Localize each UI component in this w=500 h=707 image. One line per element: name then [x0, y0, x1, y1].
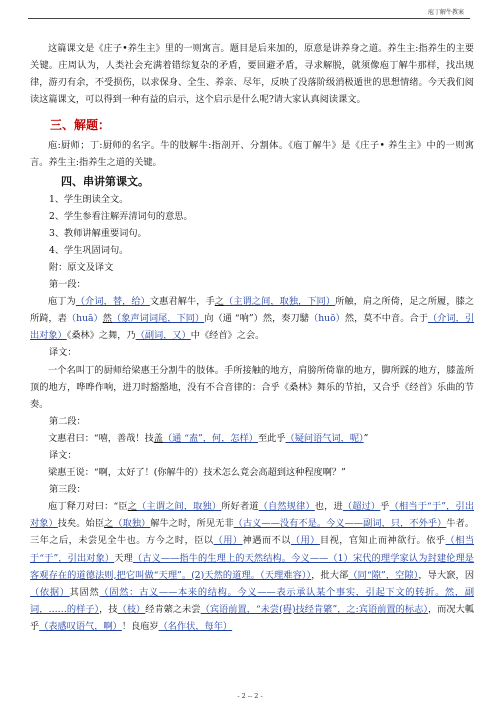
para-3-label: 第三段：: [49, 484, 86, 496]
text-run: 庖丁释刀对曰：“臣: [48, 501, 128, 513]
annotation: （固然：古义——本来的结构。今义——表示承认某个事实，引起下文的转折。然，副词，……的样子）: [30, 586, 475, 615]
text-run: ，而况大軱乎: [30, 603, 475, 632]
para-2-text: [30, 430, 474, 447]
text-run: ！良庖岁: [121, 620, 159, 632]
page-number: - 2 -- 2 -: [237, 692, 263, 700]
text-run: 所触，肩之所倚，足之所履，膝之所踦，砉: [30, 296, 475, 325]
translation-label: 译文：: [49, 449, 77, 461]
annotation: （相当于“于”，引出对象）: [30, 501, 475, 530]
text-run: 技矣。始臣: [57, 518, 105, 530]
list-item: 2、学生参看注解弄清词句的意思。: [49, 210, 193, 222]
text-run: 文惠君曰：“嘻，善哉！技: [48, 432, 154, 444]
section-3-body: 庖:厨师；丁:厨师的名字。牛的肢解牛:指剖开、分割体。《庖丁解牛》是《庄子• 养生主》中的一则寓言。养生主:指养生之道的关键。: [30, 140, 474, 169]
text-run: 所好者道: [221, 501, 259, 513]
annotation: （huō）: [309, 313, 345, 325]
document-body: [30, 40, 474, 635]
text-run: 天理: [114, 552, 133, 564]
list-item: 1、学生朗读全文。: [49, 193, 129, 205]
annotation: （同“隙”，空隙）: [348, 569, 419, 581]
text-run: 至此乎: [257, 432, 286, 444]
text-run: ，批大郤: [311, 569, 349, 581]
annotation: （主谓之间，取独）: [137, 501, 222, 513]
text-run: 文惠君解牛，手: [149, 296, 215, 308]
text-run: 中《经首》之会。: [190, 330, 265, 342]
section-4-heading: 四、串讲第课文。: [61, 174, 149, 188]
translation-label: 译文：: [49, 347, 77, 359]
annotation: （介词，引出对象）: [30, 313, 475, 342]
text-run: ，技: [99, 603, 118, 615]
text-run: 然: [102, 313, 112, 325]
para-1-text: [30, 293, 474, 344]
annotation: （副词，又）: [135, 330, 191, 342]
para-1-label: 第一段：: [49, 279, 86, 291]
header-rule: [28, 18, 470, 19]
text-run: 之: [214, 296, 225, 308]
text-run: ，导大窾，因: [418, 569, 475, 581]
annotation: （用）: [213, 535, 243, 547]
annotation: （自然规律）: [258, 501, 315, 513]
para-2-label: 第二段：: [49, 415, 86, 427]
annotation: （枝）: [117, 603, 146, 615]
annotation: （依据）: [30, 586, 70, 598]
text-run: 牛者。三年之后，未尝见全牛也。方今之时，臣以: [30, 518, 475, 547]
text-run: 《桑林》之舞，乃: [66, 330, 136, 342]
annotation: （相当于“于”，引出对象）: [30, 535, 475, 564]
appendix-label: 附：原文及译文: [49, 261, 114, 273]
text-run: 目视，官知止而神欲行。依乎: [319, 535, 446, 547]
annotation: （宾语前置，“未尝(碍)技经肯綮”，之:宾语前置的标志）: [200, 603, 428, 615]
annotation: （主谓之间，取独，下同）: [224, 296, 336, 308]
intro-paragraph: 这篇课文是《庄子•养生主》里的一则寓言。题目是后来加的，原意是讲养身之道。养生主:指养生的主要关键。庄周认为，人类社会充满着错综复杂的矛盾，要回避矛盾，寻求解脱，就须像庖丁解牛那样，找出规律，游刃有余，不受损伤，以求保身、全生、养亲、尽年，反映了没落阶级消极遁世的思想情绪。今天我们阅读这篇课文，可以得到一种有益的启示，这个启示是什么呢?请大家认真阅读课文。: [30, 43, 474, 106]
annotation: （表感叹语气，啊）: [39, 620, 122, 632]
annotation: （huā）: [66, 313, 103, 325]
annotation: （用）: [290, 535, 320, 547]
text-run: ”: [363, 432, 369, 444]
text-run: 也，进: [314, 501, 343, 513]
text-run: 向（通 “响”）然，奏刀騞: [204, 313, 309, 325]
text-run: 解牛之时，所见无非: [150, 518, 234, 530]
text-run: 经肯綮之未尝: [145, 603, 201, 615]
list-item: 3、教师讲解重要词句。: [49, 227, 147, 239]
annotation: （通 “盍”，何，怎样）: [162, 432, 258, 444]
para-3-text: [30, 498, 474, 635]
annotation: （疑问语气词，呢）: [285, 432, 364, 444]
para-1-translation: 一个名叫丁的厨师给梁惠王分割牛的肢体。手所接触的地方，肩膀所倚靠的地方，脚所踩的地方，膝盖所顶的地方，哗哗作响，进刀时豁豁地，没有不合音律的：合乎《桑林》舞乐的节拍，又合乎《经首》乐曲的节奏。: [30, 364, 474, 410]
list-item: 4、学生巩固词句。: [49, 244, 129, 256]
annotation: （超过）: [342, 501, 381, 513]
annotation: （介词，替，给）: [75, 296, 150, 308]
text-run: 神遇而不以: [242, 535, 291, 547]
annotation: （名作状，每年）: [158, 620, 233, 632]
section-3-heading: 三、解题：: [50, 118, 111, 133]
text-run: 之: [127, 501, 138, 513]
text-run: 庖丁为: [48, 296, 76, 308]
para-2-translation: 梁惠王说：“啊，太好了！(你解牛的）技术怎么竟会高超到这种程度啊？”: [48, 467, 346, 479]
annotation: （象声词词尾，下同）: [111, 313, 205, 325]
page-header: 庖丁解牛教案: [427, 9, 464, 16]
annotation: （取独）: [113, 518, 151, 530]
text-run: 其固然: [69, 586, 100, 598]
text-run: 之: [104, 518, 114, 530]
text-run: 乎: [380, 501, 390, 513]
text-run: 盖: [153, 432, 163, 444]
text-run: 然，莫不中音。合于: [344, 313, 428, 325]
annotation: （古义——没有不是。今义——副词，只，不外乎）: [233, 518, 447, 530]
annotation: （古义——指牛的生理上的天然结构。今义——（1）宋代的理学家认为封建伦理是客观存在的道德法则,把它叫做“天理”。(2)天然的道理。（天理难容））: [30, 552, 474, 581]
